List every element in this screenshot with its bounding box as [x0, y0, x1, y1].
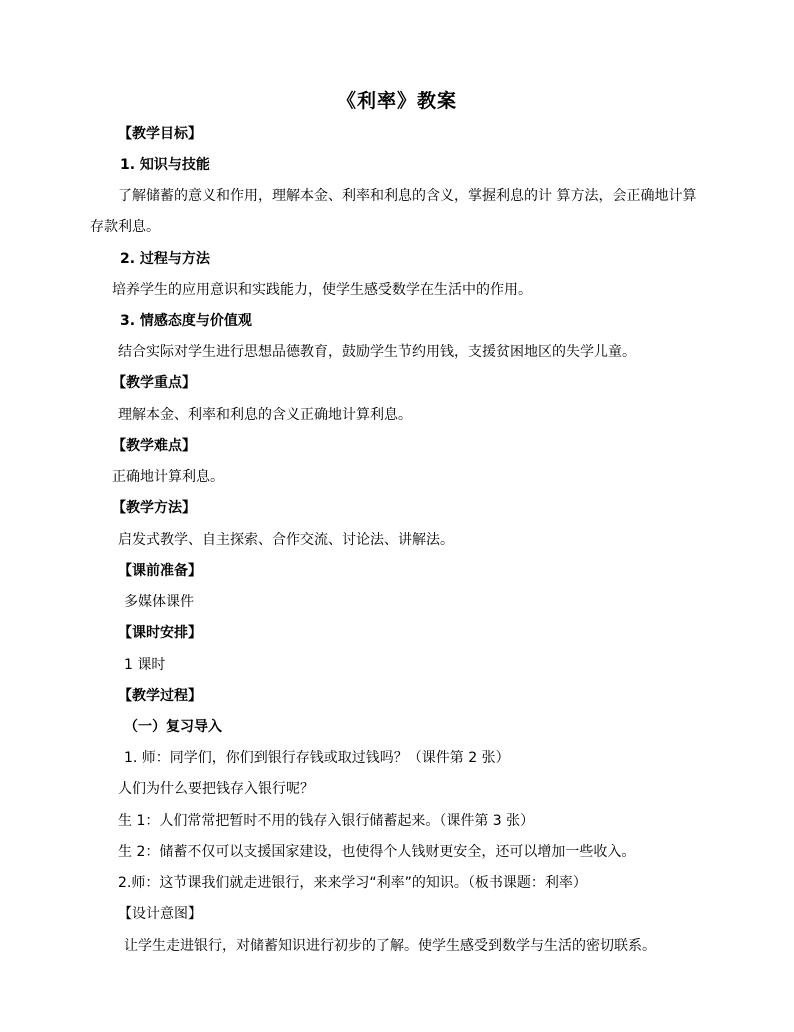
paragraph-line: 多媒体课件	[124, 594, 194, 610]
subheading-knowledge-skills: 1. 知识与技能	[120, 157, 210, 173]
paragraph-line: 正确地计算利息。	[112, 469, 224, 485]
paragraph-line: 生 2：储蓄不仅可以支援国家建设，也使得个人钱财更安全，还可以增加一些收入。	[118, 844, 636, 860]
paragraph-line: 存款利息。	[90, 219, 160, 235]
paragraph-line: 2.师：这节课我们就走进银行，来来学习“利率”的知识。（板书课题：利率）	[118, 875, 587, 891]
paragraph-line: 人们为什么要把钱存入银行呢？	[118, 781, 314, 797]
subheading-attitudes-values: 3. 情感态度与价值观	[120, 313, 252, 329]
subheading-review-intro: （一）复习导入	[124, 719, 222, 735]
heading-key-points: 【教学重点】	[112, 375, 196, 391]
subheading-process-methods: 2. 过程与方法	[120, 251, 210, 267]
heading-preparation: 【课前准备】	[118, 563, 202, 579]
paragraph-line: 培养学生的应用意识和实践能力，使学生感受数学在生活中的作用。	[112, 282, 532, 298]
paragraph-line: 了解储蓄的意义和作用，理解本金、利率和利息的含义，掌握利息的计 算方法，会正确地计算	[118, 188, 697, 204]
paragraph-line: 结合实际对学生进行思想品德教育，鼓励学生节约用钱，支援贫困地区的失学儿童。	[118, 344, 636, 360]
paragraph-line: 让学生走进银行，对储蓄知识进行初步的了解。使学生感受到数学与生活的密切联系。	[124, 938, 656, 954]
paragraph-line: 1. 师：同学们，你们到银行存钱或取过钱吗？（课件第 2 张）	[124, 750, 510, 766]
heading-design-intent: 【设计意图】	[118, 906, 202, 922]
heading-difficulties: 【教学难点】	[112, 438, 196, 454]
heading-teaching-methods: 【教学方法】	[112, 500, 196, 516]
paragraph-line: 1 课时	[124, 657, 166, 673]
paragraph-line: 启发式教学、自主探索、合作交流、讨论法、讲解法。	[118, 532, 454, 548]
heading-teaching-process: 【教学过程】	[118, 688, 202, 704]
heading-schedule: 【课时安排】	[118, 625, 202, 641]
heading-objectives: 【教学目标】	[118, 126, 202, 142]
document-title: 《利率》教案	[336, 90, 457, 112]
paragraph-line: 生 1：人们常常把暂时不用的钱存入银行储蓄起来。（课件第 3 张）	[118, 813, 535, 829]
paragraph-line: 理解本金、利率和利息的含义正确地计算利息。	[118, 407, 412, 423]
